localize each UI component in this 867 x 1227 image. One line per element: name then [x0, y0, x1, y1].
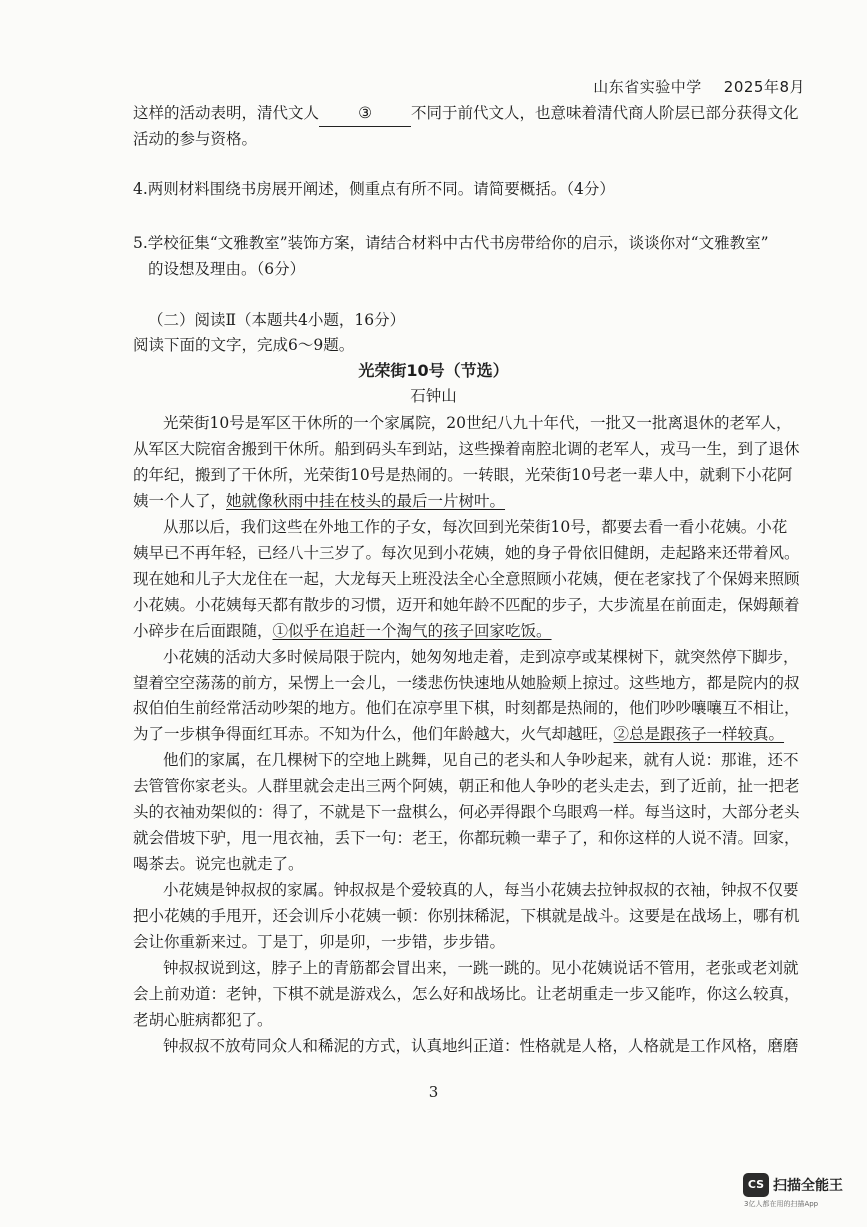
article-line: 会上前劝道：老钟，下棋不就是游戏么，怎么好和战场比。让老胡重走一步又能咋，你这么较真，: [133, 984, 800, 1003]
article-title: 光荣街10号（节选）: [358, 361, 509, 380]
article-line: 小碎步在后面跟随，①似乎在追赶一个淘气的孩子回家吃饭。: [133, 621, 552, 640]
article-line: 会让你重新来过。丁是丁，卯是卯，一步错，步步错。: [133, 933, 506, 951]
article-line: 的年纪，搬到了干休所，光荣街10号是热闹的。一转眼，光荣街10号老一辈人中，就剩下小花阿: [133, 465, 793, 484]
article-line: 叔伯伯生前经常活动吵架的地方。他们在凉亭里下棋，时刻都是热闹的，他们吵吵嚷嚷互不相让，: [133, 699, 800, 718]
article-line: 望着空空荡荡的前方，呆愣上一会儿，一缕悲伤快速地从她脸颊上掠过。这些地方，都是院内的叔: [133, 673, 800, 692]
school-name: 山东省实验中学: [593, 78, 702, 96]
question-5-line-1: 5.学校征集“文雅教室”装饰方案，请结合材料中古代书房带给你的启示，谈谈你对“文雅教室”: [133, 234, 769, 252]
camscanner-logo: CS: [743, 1173, 769, 1197]
article-line: 从那以后，我们这些在外地工作的子女，每次回到光荣街10号，都要去看一看小花姨。小花: [163, 517, 788, 536]
article-line: 钟叔叔说到这，脖子上的青筋都会冒出来，一跳一跳的。见小花姨说话不管用，老张或老刘就: [163, 958, 799, 977]
page-header: [593, 76, 805, 97]
question-3-line-2: 活动的参与资格。: [133, 130, 258, 148]
article-line: 姨一个人了，她就像秋雨中挂在枝头的最后一片树叶。: [133, 491, 506, 510]
article-line: 光荣街10号是军区干休所的一个家属院，20世纪八九十年代，一批又一批离退休的老军人，: [163, 414, 792, 432]
scanner-watermark: [743, 1173, 853, 1207]
article-line: 把小花姨的手甩开，还会训斥小花姨一顿：你别抹稀泥，下棋就是战斗。这要是在战场上，哪有机: [133, 907, 800, 926]
article-line: 从军区大院宿舍搬到干休所。船到码头车到站，这些操着南腔北调的老军人，戎马一生，到了退休: [133, 439, 800, 458]
article-line: 就会借坡下驴，甩一甩衣袖，丢下一句：老王，你都玩赖一辈子了，和你这样的人说不清。回家，: [133, 829, 800, 848]
question-5-line-2: 的设想及理由。（6分）: [148, 260, 306, 278]
header-date: 2025年8月: [723, 78, 805, 96]
article-line: 小花姨的活动大多时候局限于院内，她匆匆地走着，走到凉亭或某棵树下，就突然停下脚步，: [163, 647, 799, 666]
question-3-line-1: 这样的活动表明，清代文人 ③ 不同于前代文人，也意味着清代商人阶层已部分获得文化: [133, 100, 809, 127]
question-4: 4.两则材料围绕书房展开阐述，侧重点有所不同。请简要概括。（4分）: [133, 180, 615, 198]
fill-blank-3: ③: [319, 100, 411, 127]
article-author: 石钟山: [410, 387, 457, 405]
article-line: 为了一步棋争得面红耳赤。不知为什么，他们年龄越大，火气却越旺，②总是跟孩子一样较真。: [133, 725, 785, 744]
article-line: 钟叔叔不放苟同众人和稀泥的方式，认真地纠正道：性格就是人格，人格就是工作风格，磨磨: [163, 1036, 799, 1055]
article-line: 他们的家属，在几棵树下的空地上跳舞，见自己的老头和人争吵起来，就有人说：那谁，还不: [163, 751, 799, 770]
watermark-app-name: 扫描全能王: [773, 1178, 843, 1194]
article-line: 去管管你家老头。人群里就会走出三两个阿姨，朝正和他人争吵的老头走去，到了近前，扯一把老: [133, 777, 800, 796]
underlined-sentence: ②总是跟孩子一样较真。: [613, 725, 785, 744]
article-line: 喝茶去。说完也就走了。: [133, 855, 304, 874]
article-line: 小花姨是钟叔叔的家属。钟叔叔是个爱较真的人，每当小花姨去拉钟叔叔的衣袖，钟叔不仅要: [163, 881, 799, 900]
underlined-sentence: 她就像秋雨中挂在枝头的最后一片树叶。: [226, 491, 506, 510]
article-line: 头的衣袖劝架似的：得了，不就是下一盘棋么，何必弄得跟个乌眼鸡一样。每当这时，大部分老头: [133, 803, 800, 822]
article-line: 现在她和儿子大龙住在一起，大龙每天上班没法全心全意照顾小花姨，便在老家找了个保姆来照顾: [133, 569, 800, 588]
section-instruction: 阅读下面的文字，完成6～9题。: [133, 336, 355, 354]
watermark-tagline: 3亿人都在用的扫描App: [744, 1200, 819, 1208]
article-line: 小花姨。小花姨每天都有散步的习惯，迈开和她年龄不匹配的步子，大步流星在前面走，保姆颠着: [133, 595, 800, 614]
article-line: 姨早已不再年轻，已经八十三岁了。每次见到小花姨，她的身子骨依旧健朗，走起路来还带着风。: [133, 543, 800, 562]
section-heading: （二）阅读Ⅱ（本题共4小题，16分）: [148, 311, 406, 329]
page-number: 3: [428, 1083, 439, 1101]
underlined-sentence: ①似乎在追赶一个淘气的孩子回家吃饭。: [272, 621, 552, 640]
article-line: 老胡心脏病都犯了。: [133, 1010, 273, 1029]
